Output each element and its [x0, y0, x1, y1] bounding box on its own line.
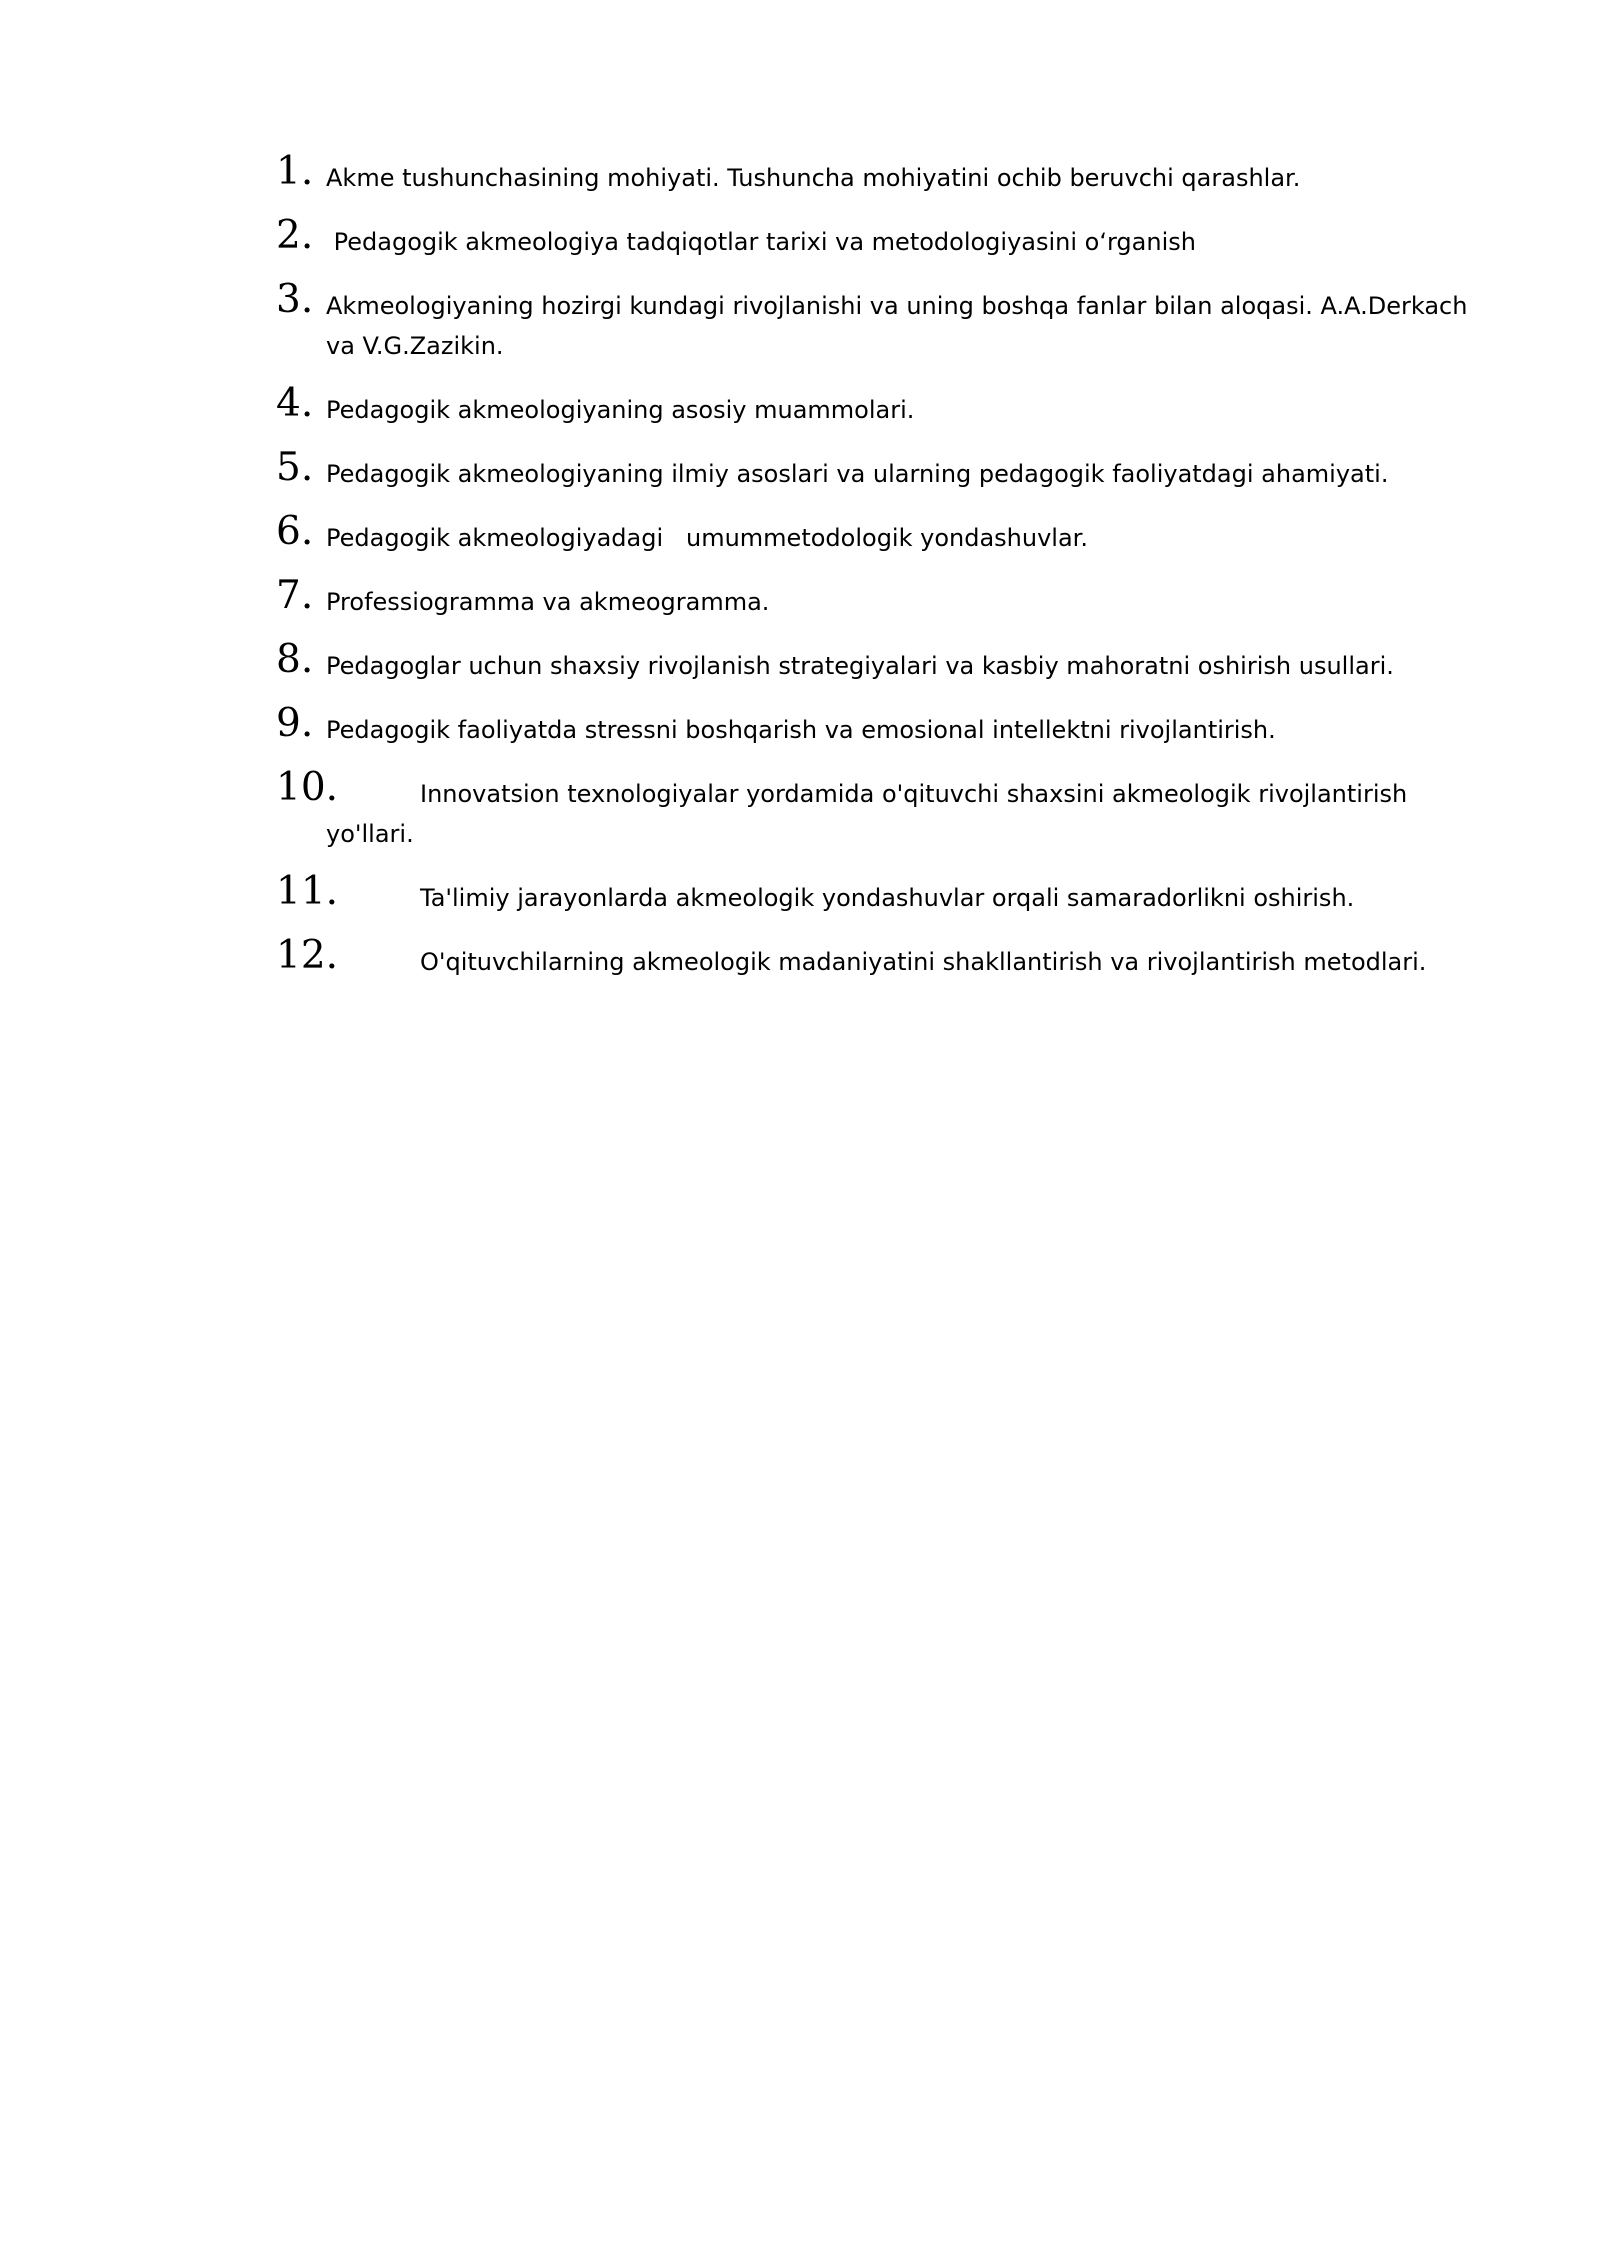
item-number: 12.	[276, 933, 339, 978]
item-text-first-line: Ta'limiy jarayonlarda akmeologik yondashuvlar orqali samaradorlikni oshirish.	[420, 884, 1355, 912]
list-item	[276, 214, 1476, 262]
item-number: 4.	[276, 381, 314, 426]
list-item	[276, 574, 1476, 622]
list-item	[276, 870, 1476, 918]
item-text	[326, 870, 1476, 918]
item-number: 11.	[276, 869, 339, 914]
item-text: Pedagogik faoliyatda stressni boshqarish va emosional intellektni rivojlantirish.	[326, 716, 1276, 744]
list-item	[276, 510, 1476, 558]
item-text: Pedagogik akmeologiyaning asosiy muammolari.	[326, 396, 915, 424]
list-item	[276, 702, 1476, 750]
list-item	[276, 766, 1476, 854]
item-text	[326, 766, 1476, 854]
item-number: 10.	[276, 765, 339, 810]
list-item	[276, 150, 1476, 198]
item-number: 2.	[276, 213, 314, 258]
item-number: 8.	[276, 637, 314, 682]
item-text	[326, 934, 1476, 982]
topic-list	[276, 150, 1476, 998]
item-text-first-line: O'qituvchilarning akmeologik madaniyatini shakllantirish va rivojlantirish metodlari.	[420, 948, 1427, 976]
item-text: Pedagogik akmeologiya tadqiqotlar tarixi va metodologiyasini o‘rganish	[326, 228, 1196, 256]
item-number: 6.	[276, 509, 314, 554]
list-item	[276, 382, 1476, 430]
item-number: 1.	[276, 149, 314, 194]
item-number: 5.	[276, 445, 314, 490]
list-item	[276, 934, 1476, 982]
item-text: Pedagoglar uchun shaxsiy rivojlanish strategiyalari va kasbiy mahoratni oshirish usullari.	[326, 652, 1394, 680]
item-number: 7.	[276, 573, 314, 618]
item-number: 9.	[276, 701, 314, 746]
item-text: Pedagogik akmeologiyaning ilmiy asoslari va ularning pedagogik faoliyatdagi ahamiyati.	[326, 460, 1389, 488]
item-text: Professiogramma va akmeogramma.	[326, 588, 770, 616]
item-text: Pedagogik akmeologiyadagi umummetodologik yondashuvlar.	[326, 524, 1088, 552]
item-text: Akme tushunchasining mohiyati. Tushuncha mohiyatini ochib beruvchi qarashlar.	[326, 164, 1301, 192]
list-item	[276, 446, 1476, 494]
list-item	[276, 278, 1476, 366]
item-number: 3.	[276, 277, 314, 322]
list-item	[276, 638, 1476, 686]
item-text: Akmeologiyaning hozirgi kundagi rivojlanishi va uning boshqa fanlar bilan aloqasi. A.A.Derkach va V.G.Zazikin.	[326, 292, 1468, 360]
item-text-continuation: yo'llari.	[326, 820, 414, 848]
item-text-first-line: Innovatsion texnologiyalar yordamida o'qituvchi shaxsini akmeologik rivojlantirish	[420, 780, 1408, 808]
